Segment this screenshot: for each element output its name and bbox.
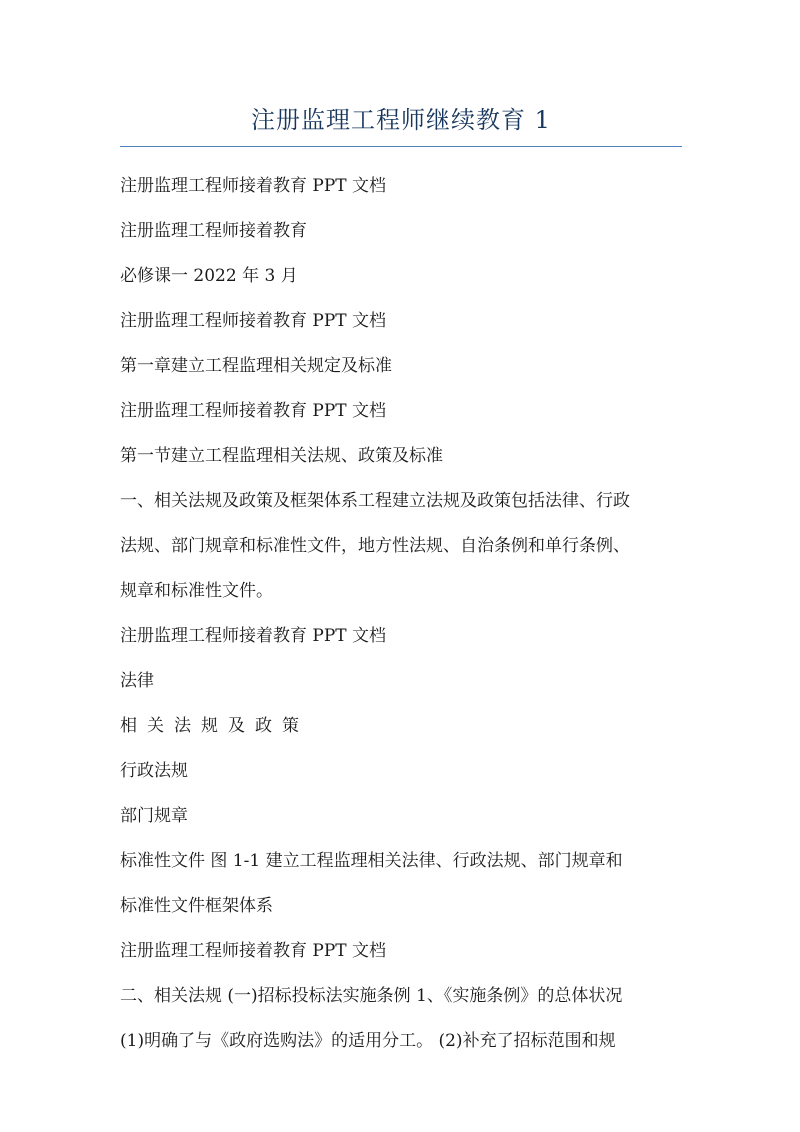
- paragraph: 注册监理工程师接着教育: [120, 221, 307, 241]
- paragraph: 注册监理工程师接着教育 PPT 文档: [120, 626, 387, 646]
- paragraph: 注册监理工程师接着教育 PPT 文档: [120, 311, 387, 331]
- document-body: [120, 171, 682, 1071]
- paragraph: 第一节建立工程监理相关法规、政策及标准: [120, 446, 443, 466]
- paragraph: 法律: [120, 671, 154, 691]
- paragraph: 一、相关法规及政策及框架体系工程建立法规及政策包括法律、行政: [120, 491, 630, 511]
- title-divider: [120, 146, 682, 147]
- document-title: 注册监理工程师继续教育 1: [251, 106, 551, 134]
- paragraph: 部门规章: [120, 806, 188, 826]
- paragraph: 第一章建立工程监理相关规定及标准: [120, 356, 392, 376]
- paragraph: 法规、部门规章和标准性文件，地方性法规、自治条例和单行条例、: [120, 536, 630, 556]
- paragraph: 标准性文件 图 1-1 建立工程监理相关法律、行政法规、部门规章和: [120, 851, 623, 871]
- paragraph: 注册监理工程师接着教育 PPT 文档: [120, 401, 387, 421]
- paragraph: 相关法规及政策: [120, 716, 309, 736]
- paragraph: 注册监理工程师接着教育 PPT 文档: [120, 176, 387, 196]
- paragraph: 二、相关法规 (一)招标投标法实施条例 1、《实施条例》的总体状况: [120, 986, 623, 1006]
- paragraph: 标准性文件框架体系: [120, 896, 273, 916]
- paragraph: 规章和标准性文件。: [120, 581, 273, 601]
- paragraph: (1)明确了与《政府选购法》的适用分工。 (2)补充了招标范围和规: [120, 1031, 616, 1051]
- paragraph: 行政法规: [120, 761, 188, 781]
- paragraph: 必修课一 2022 年 3 月: [120, 266, 298, 286]
- paragraph: 注册监理工程师接着教育 PPT 文档: [120, 941, 387, 961]
